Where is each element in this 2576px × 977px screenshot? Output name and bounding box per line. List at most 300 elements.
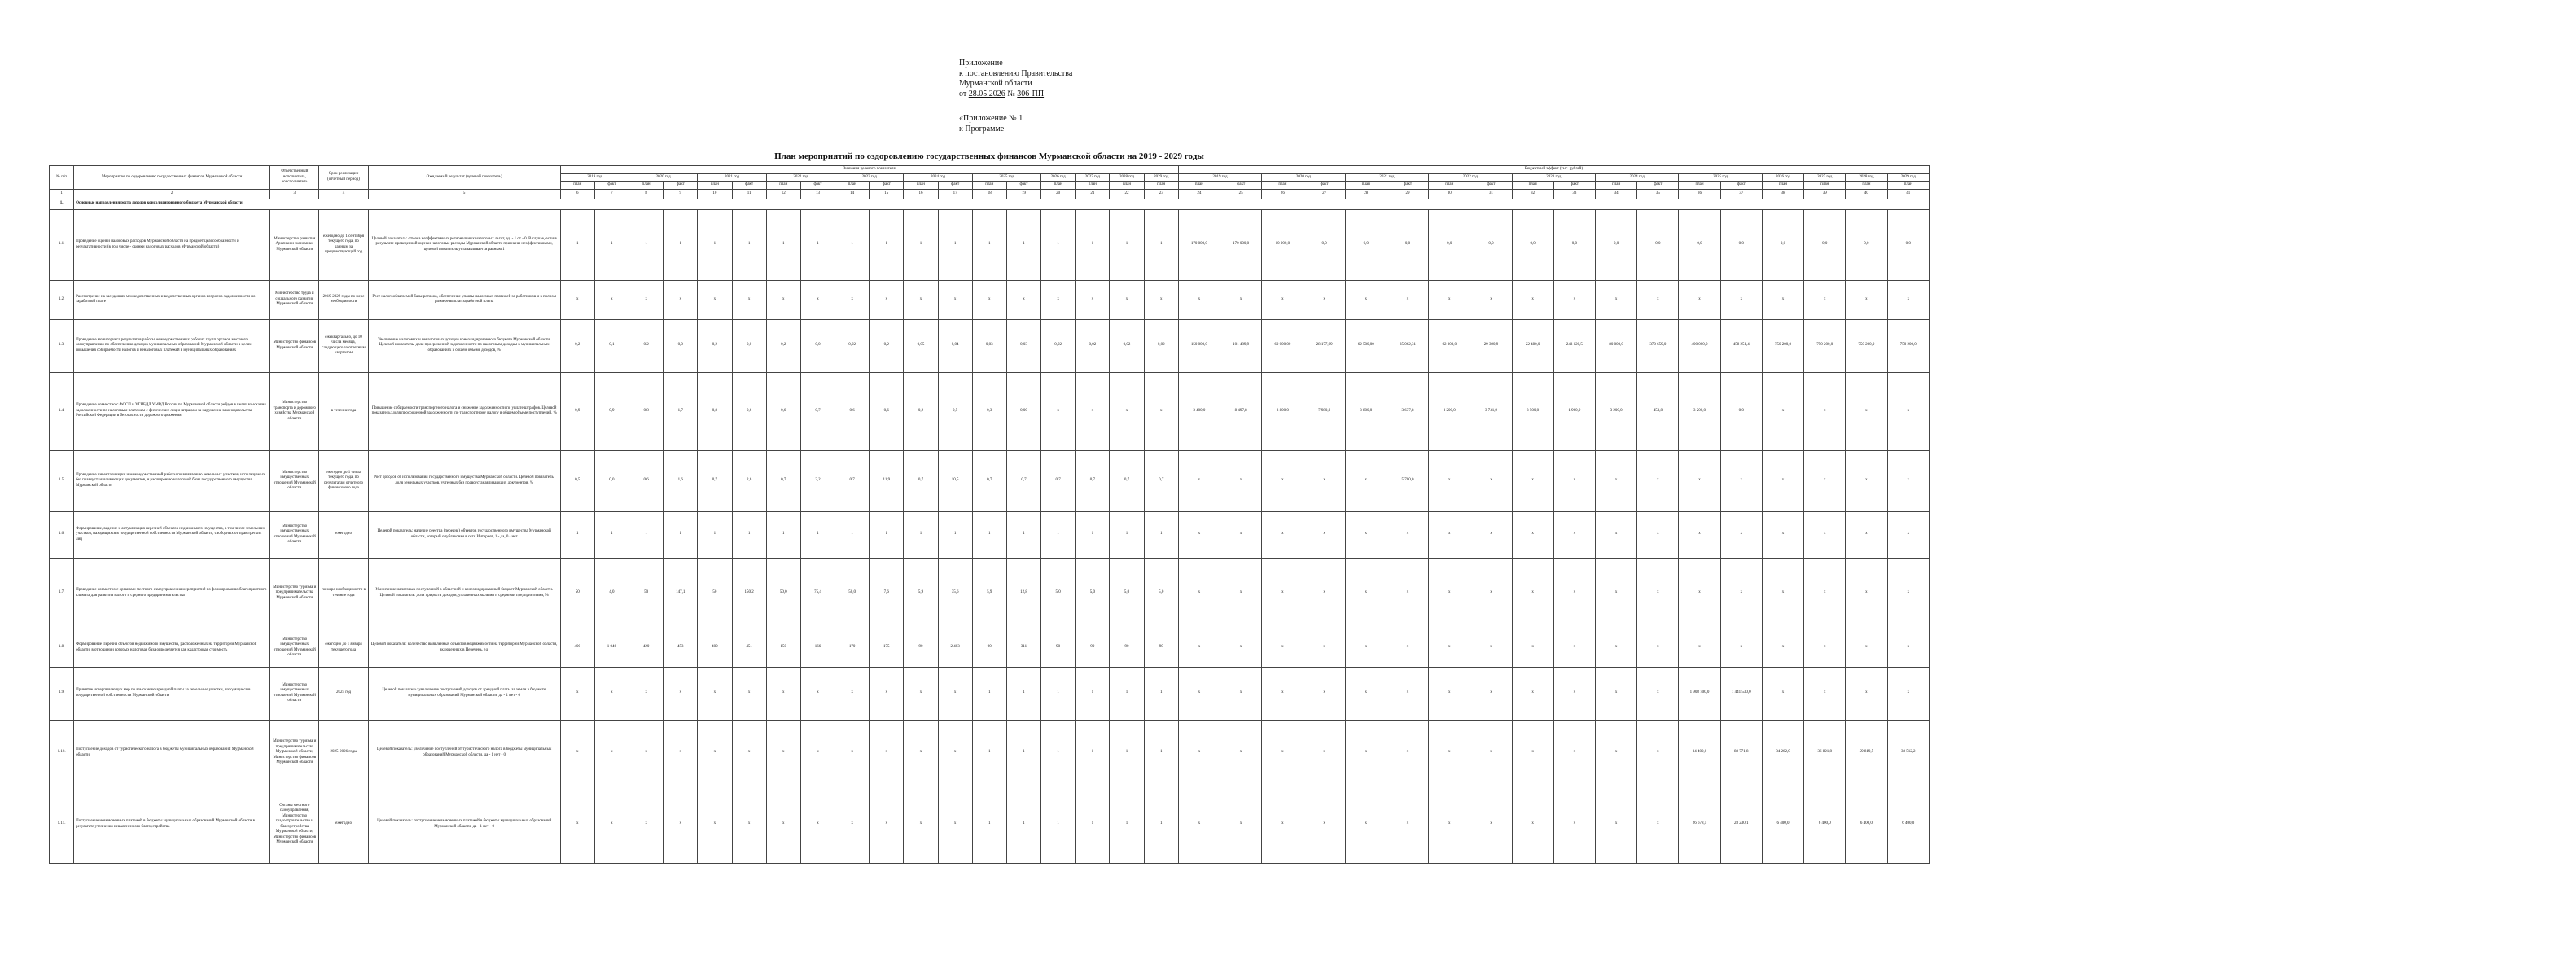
row-number: 1.11.	[50, 786, 74, 863]
target-value-cell: x	[835, 786, 870, 863]
budget-value-cell: x	[1429, 511, 1470, 558]
target-value-cell: 10,5	[938, 450, 972, 511]
column-number: 30	[1429, 189, 1470, 199]
budget-value-cell: x	[1804, 511, 1846, 558]
budget-value-cell: x	[1220, 558, 1262, 629]
target-value-cell: 0,0	[594, 450, 629, 511]
target-value-cell: x	[904, 720, 938, 786]
budget-value-cell: x	[1429, 786, 1470, 863]
budget-value-cell: x	[1512, 629, 1553, 667]
budget-value-cell: x	[1303, 629, 1345, 667]
target-value-cell: 1	[1110, 667, 1144, 720]
budget-value-cell: x	[1553, 558, 1595, 629]
target-value-cell: 11,9	[870, 450, 904, 511]
header-result: Ожидаемый результат (целевой показатель)	[368, 166, 560, 190]
column-number: 39	[1804, 189, 1846, 199]
column-number: 14	[835, 189, 870, 199]
budget-value-cell: x	[1887, 558, 1929, 629]
target-value-cell: x	[972, 280, 1006, 319]
target-value-cell: 90	[1110, 629, 1144, 667]
target-value-cell: x	[904, 667, 938, 720]
budget-value-cell: x	[1720, 450, 1762, 511]
budget-value-cell: x	[1887, 667, 1929, 720]
budget-value-cell: 3 200,0	[1429, 372, 1470, 450]
column-number: 33	[1553, 189, 1595, 199]
budget-value-cell: x	[1429, 629, 1470, 667]
budget-value-cell: 3 200,0	[1679, 372, 1720, 450]
column-number: 29	[1387, 189, 1428, 199]
budget-value-cell: 22 480,0	[1512, 319, 1553, 372]
target-value-cell: 1	[664, 209, 698, 280]
budget-value-cell: x	[1512, 280, 1553, 319]
target-value-cell: x	[698, 786, 732, 863]
target-value-cell: 1	[629, 209, 664, 280]
budget-value-cell: x	[1387, 280, 1428, 319]
target-value-cell: 5,0	[1041, 558, 1076, 629]
budget-value-cell: x	[1846, 280, 1887, 319]
target-fact-header: факт	[664, 182, 698, 190]
target-value-cell: 50,0	[766, 558, 800, 629]
budget-value-cell: 458 251,4	[1720, 319, 1762, 372]
target-value-cell: 1	[1006, 209, 1040, 280]
target-value-cell: 1	[1076, 511, 1110, 558]
target-value-cell: 0,6	[766, 372, 800, 450]
budget-value-cell: x	[1387, 720, 1428, 786]
target-value-cell: x	[594, 667, 629, 720]
target-year-header: 2025 год	[972, 173, 1040, 182]
target-value-cell: 0,7	[698, 450, 732, 511]
budget-value-cell: 35 062,31	[1387, 319, 1428, 372]
target-value-cell: 0,7	[800, 372, 835, 450]
column-number: 25	[1220, 189, 1262, 199]
budget-value-cell: x	[1762, 558, 1803, 629]
deadline-cell: 2025-2026 годы	[319, 720, 368, 786]
target-value-cell: 2 403	[938, 629, 972, 667]
deadline-cell: ежеквартально, до 10 числа месяца, следующего за отчетным кварталом	[319, 319, 368, 372]
target-value-cell: x	[870, 720, 904, 786]
budget-value-cell: 243 120,5	[1553, 319, 1595, 372]
budget-plan-header: план	[1887, 182, 1929, 190]
measure-cell: Проведение мониторинга результатов работы межведомственных рабочих групп органов местного самоуправления по обеспечению доходов муниципальных образований Мурманской области в целях повышения собираемости налогов и неналоговых платежей в муниципальных образованиях	[74, 319, 270, 372]
column-number: 10	[698, 189, 732, 199]
target-year-header: 2020 год	[629, 173, 698, 182]
budget-value-cell: 6 400,0	[1887, 786, 1929, 863]
target-value-cell: 1	[698, 511, 732, 558]
target-value-cell: 1	[594, 511, 629, 558]
target-value-cell: 0,02	[835, 319, 870, 372]
target-value-cell: x	[1110, 372, 1144, 450]
target-value-cell: 0,2	[560, 319, 594, 372]
target-value-cell: x	[800, 786, 835, 863]
target-value-cell: 0,0	[800, 319, 835, 372]
target-value-cell: 175	[870, 629, 904, 667]
target-value-cell: 1	[1110, 209, 1144, 280]
target-value-cell: 1	[1041, 720, 1076, 786]
annex-line: «Приложение № 1	[959, 114, 1023, 123]
target-value-cell: x	[938, 786, 972, 863]
budget-value-cell: x	[1470, 667, 1512, 720]
budget-value-cell: x	[1303, 720, 1345, 786]
target-value-cell: 0,7	[1144, 450, 1178, 511]
target-value-cell: x	[732, 720, 766, 786]
target-year-header: 2024 год	[904, 173, 972, 182]
budget-value-cell: x	[1262, 786, 1303, 863]
target-value-cell: 150	[766, 629, 800, 667]
budget-value-cell: x	[1679, 558, 1720, 629]
deadline-cell: ежегодно	[319, 786, 368, 863]
target-value-cell: 1	[1006, 511, 1040, 558]
executor-cell: Министерство имущественных отношений Мурманской области	[270, 450, 319, 511]
budget-value-cell: x	[1679, 280, 1720, 319]
budget-value-cell: x	[1345, 786, 1387, 863]
table-row	[50, 720, 1930, 786]
table-row	[50, 786, 1930, 863]
budget-value-cell: x	[1470, 450, 1512, 511]
deadline-cell: в течение года	[319, 372, 368, 450]
budget-value-cell: x	[1178, 558, 1220, 629]
target-value-cell: 12,8	[1006, 558, 1040, 629]
executor-cell: Министерство транспорта и дорожного хозяйства Мурманской области	[270, 372, 319, 450]
budget-value-cell: x	[1303, 667, 1345, 720]
deadline-cell: ежегодно до 1 числа текущего года, по результатам отчетного финансового года	[319, 450, 368, 511]
target-value-cell: 75,4	[800, 558, 835, 629]
measure-cell: Проведение совместно с ФССП и УГИБДД УМВД России по Мурманской области рейдов в целях взыскания задолженности по налоговым платежам с физических лиц и штрафам за нарушение законодательства Российской Федерации в безопасности дорожного движения	[74, 372, 270, 450]
annex-line-2: к Программе	[959, 124, 1005, 134]
target-fact-header: факт	[1006, 182, 1040, 190]
measure-cell: Проведение оценки налоговых расходов Мурманской области на предмет целесообразности и результативности (в том числе - оценки налоговых расходов Мурманской области)	[74, 209, 270, 280]
budget-value-cell: 26 678,5	[1679, 786, 1720, 863]
target-value-cell: 1	[1006, 667, 1040, 720]
plan-table-container	[49, 165, 1930, 864]
target-value-cell: x	[732, 667, 766, 720]
table-row	[50, 319, 1930, 372]
target-value-cell: 0,7	[904, 450, 938, 511]
column-number: 36	[1679, 189, 1720, 199]
target-value-cell: 0,02	[1144, 319, 1178, 372]
budget-value-cell: x	[1178, 786, 1220, 863]
measure-cell: Поступление доходов от туристического налога в бюджеты муниципальных образований Мурманской области	[74, 720, 270, 786]
executor-cell: Министерство туризма и предпринимательства Мурманской области	[270, 558, 319, 629]
column-number: 27	[1303, 189, 1345, 199]
target-value-cell: 0,02	[1110, 319, 1144, 372]
target-value-cell: x	[664, 280, 698, 319]
target-value-cell: 0,02	[1041, 319, 1076, 372]
budget-value-cell: 3 800,0	[1345, 372, 1387, 450]
header-line-3: Мурманской области	[959, 79, 1032, 88]
target-value-cell: 5,0	[1144, 558, 1178, 629]
row-number: 1.6.	[50, 511, 74, 558]
measure-cell: Рассмотрение на заседаниях межведомственных и ведомственных органов вопросов задолженности по заработной плате	[74, 280, 270, 319]
budget-value-cell: 453,8	[1637, 372, 1679, 450]
header-line-2: к постановлению Правительства	[959, 68, 1073, 78]
budget-value-cell: x	[1679, 629, 1720, 667]
target-value-cell: 1	[972, 720, 1006, 786]
target-value-cell: 1	[1006, 786, 1040, 863]
result-cell: Рост доходов от использования государственного имущества Мурманской области. Целевой показатель: доля земельных участков, учтенных без правоустанавливающих документов, %	[368, 450, 560, 511]
target-value-cell: x	[629, 667, 664, 720]
budget-value-cell: x	[1596, 629, 1637, 667]
column-number: 5	[368, 189, 560, 199]
target-value-cell: 0,6	[870, 372, 904, 450]
budget-value-cell: 0,0	[1512, 209, 1553, 280]
budget-value-cell: 59 819,5	[1846, 720, 1887, 786]
target-plan-header: план	[698, 182, 732, 190]
budget-year-header: 2021 год	[1345, 173, 1428, 182]
budget-fact-header: факт	[1303, 182, 1345, 190]
header-executor: Ответственный исполнитель, соисполнитель	[270, 166, 319, 190]
target-value-cell: x	[560, 280, 594, 319]
budget-value-cell: 0,0	[1887, 209, 1929, 280]
budget-value-cell: x	[1846, 511, 1887, 558]
target-value-cell: 1	[904, 511, 938, 558]
budget-value-cell: x	[1553, 667, 1595, 720]
target-value-cell: x	[800, 667, 835, 720]
column-number: 28	[1345, 189, 1387, 199]
column-number: 7	[594, 189, 629, 199]
budget-value-cell: x	[1220, 511, 1262, 558]
budget-value-cell: x	[1345, 450, 1387, 511]
result-cell: Увеличение налоговых и неналоговых доходов консолидированного бюджета Мурманской области. Целевой показатель: доля просроченной задолженности по налоговым доходам в муниципальных образованиях в общем объеме доходов, %	[368, 319, 560, 372]
target-plan-header: план	[972, 182, 1006, 190]
target-value-cell: 90	[1041, 629, 1076, 667]
budget-value-cell: 28 177,09	[1303, 319, 1345, 372]
number-prefix: №	[1007, 89, 1015, 99]
budget-value-cell: x	[1637, 280, 1679, 319]
target-value-cell: x	[835, 280, 870, 319]
budget-value-cell: 3 500,0	[1512, 372, 1553, 450]
target-value-cell: x	[732, 786, 766, 863]
target-value-cell: 453	[664, 629, 698, 667]
table-row	[50, 558, 1930, 629]
target-value-cell: 90	[972, 629, 1006, 667]
table-row	[50, 667, 1930, 720]
target-plan-header: план	[904, 182, 938, 190]
target-value-cell: 1	[972, 667, 1006, 720]
target-value-cell: x	[870, 667, 904, 720]
target-value-cell: 1	[1076, 667, 1110, 720]
column-number: 17	[938, 189, 972, 199]
budget-value-cell: x	[1470, 558, 1512, 629]
target-value-cell: x	[800, 720, 835, 786]
row-number: 1.3.	[50, 319, 74, 372]
target-value-cell: 0,7	[766, 450, 800, 511]
budget-value-cell: x	[1345, 511, 1387, 558]
budget-value-cell: x	[1596, 786, 1637, 863]
target-value-cell: x	[594, 786, 629, 863]
target-value-cell: x	[938, 280, 972, 319]
budget-value-cell: x	[1553, 450, 1595, 511]
budget-value-cell: x	[1804, 280, 1846, 319]
budget-value-cell: 3 400,0	[1178, 372, 1220, 450]
budget-value-cell: x	[1178, 511, 1220, 558]
row-number: 1.7.	[50, 558, 74, 629]
result-cell: Целевой показатель: количество выявленных объектов недвижимости на территории Мурманской области, включенных в Перечень, ед.	[368, 629, 560, 667]
measure-cell: Проведение инвентаризации и межведомственной работы по выявлению земельных участков, используемых без правоустанавливающих документов, и расширению налоговой базы государственного имущества Мурманской области	[74, 450, 270, 511]
target-year-header: 2027 год	[1076, 173, 1110, 182]
budget-plan-header: план	[1596, 182, 1637, 190]
budget-value-cell: 60 000,00	[1262, 319, 1303, 372]
budget-value-cell: x	[1303, 280, 1345, 319]
target-value-cell: x	[1041, 280, 1076, 319]
budget-year-header: 2028 год	[1846, 173, 1887, 182]
target-value-cell: x	[766, 280, 800, 319]
column-number: 23	[1144, 189, 1178, 199]
target-value-cell: 0,8	[698, 372, 732, 450]
budget-value-cell: x	[1596, 511, 1637, 558]
budget-year-header: 2025 год	[1679, 173, 1762, 182]
target-plan-header: план	[1076, 182, 1110, 190]
budget-value-cell: x	[1846, 629, 1887, 667]
budget-value-cell: 0,0	[1596, 209, 1637, 280]
column-number: 19	[1006, 189, 1040, 199]
header-budget-group: Бюджетный эффект (тыс. рублей)	[1178, 166, 1929, 174]
target-value-cell: x	[629, 786, 664, 863]
budget-value-cell: x	[1387, 629, 1428, 667]
budget-value-cell: 0,0	[1679, 209, 1720, 280]
budget-value-cell: x	[1596, 280, 1637, 319]
budget-year-header: 2022 год	[1429, 173, 1512, 182]
deadline-cell: ежегодно	[319, 511, 368, 558]
column-number: 20	[1041, 189, 1076, 199]
budget-value-cell: 29 390,9	[1470, 319, 1512, 372]
column-number: 1	[50, 189, 74, 199]
measure-cell: Формирование, ведение и актуализация перечней объектов недвижимого имущества, в том числе земельных участков, находящихся в государственной собственности Мурманской области, свободных от прав третьих лиц	[74, 511, 270, 558]
row-number: 1.10.	[50, 720, 74, 786]
target-value-cell: 1	[1006, 720, 1040, 786]
target-value-cell: 451	[732, 629, 766, 667]
target-value-cell: 1	[1041, 209, 1076, 280]
target-value-cell: x	[560, 786, 594, 863]
column-number: 8	[629, 189, 664, 199]
budget-plan-header: план	[1762, 182, 1803, 190]
target-value-cell: 1	[1144, 511, 1178, 558]
budget-plan-header: план	[1679, 182, 1720, 190]
target-value-cell: 150,2	[732, 558, 766, 629]
budget-value-cell: x	[1762, 372, 1803, 450]
budget-value-cell: x	[1345, 558, 1387, 629]
budget-value-cell: x	[1470, 720, 1512, 786]
target-value-cell: 0,6	[629, 450, 664, 511]
budget-value-cell: x	[1470, 280, 1512, 319]
budget-value-cell: 34 400,0	[1679, 720, 1720, 786]
target-value-cell: x	[938, 667, 972, 720]
budget-value-cell: x	[1887, 511, 1929, 558]
target-value-cell: 50	[629, 558, 664, 629]
budget-value-cell: x	[1720, 558, 1762, 629]
target-value-cell: x	[1006, 280, 1040, 319]
target-value-cell: 5,9	[904, 558, 938, 629]
section-row	[50, 199, 1930, 209]
budget-value-cell: x	[1887, 450, 1929, 511]
target-value-cell: 1	[732, 209, 766, 280]
column-number: 34	[1596, 189, 1637, 199]
budget-value-cell: x	[1637, 511, 1679, 558]
budget-value-cell: 0,0	[1470, 209, 1512, 280]
target-value-cell: 0,6	[835, 372, 870, 450]
target-value-cell: 0,2	[629, 319, 664, 372]
budget-value-cell: 1 908 700,0	[1679, 667, 1720, 720]
row-number: 1.2.	[50, 280, 74, 319]
budget-value-cell: x	[1762, 511, 1803, 558]
target-value-cell: x	[594, 720, 629, 786]
target-value-cell: 1	[1041, 511, 1076, 558]
target-value-cell: 1	[800, 511, 835, 558]
budget-value-cell: x	[1303, 786, 1345, 863]
column-number: 9	[664, 189, 698, 199]
target-value-cell: 0,6	[732, 372, 766, 450]
budget-value-cell: x	[1178, 450, 1220, 511]
target-plan-header: план	[1144, 182, 1178, 190]
budget-value-cell: x	[1637, 720, 1679, 786]
budget-value-cell: x	[1387, 667, 1428, 720]
budget-value-cell: x	[1512, 720, 1553, 786]
target-value-cell: 0,3	[972, 372, 1006, 450]
budget-value-cell: 3 800,0	[1262, 372, 1303, 450]
budget-value-cell: x	[1262, 511, 1303, 558]
budget-value-cell: 80 000,0	[1596, 319, 1637, 372]
budget-value-cell: 170 000,0	[1178, 209, 1220, 280]
target-value-cell: 1	[1041, 786, 1076, 863]
target-value-cell: 0,02	[1076, 319, 1110, 372]
target-value-cell: x	[904, 280, 938, 319]
budget-value-cell: x	[1553, 511, 1595, 558]
target-value-cell: x	[560, 720, 594, 786]
budget-value-cell: x	[1887, 280, 1929, 319]
target-year-header: 2029 год	[1144, 173, 1178, 182]
budget-value-cell: x	[1387, 558, 1428, 629]
budget-plan-header: план	[1429, 182, 1470, 190]
target-value-cell: 1	[629, 511, 664, 558]
budget-year-header: 2023 год	[1512, 173, 1595, 182]
budget-value-cell: 6 400,0	[1804, 786, 1846, 863]
target-value-cell: 1	[732, 511, 766, 558]
budget-value-cell: x	[1470, 786, 1512, 863]
target-value-cell: x	[1076, 280, 1110, 319]
budget-fact-header: факт	[1553, 182, 1595, 190]
executor-cell: Министерство труда и социального развития Мурманской области	[270, 280, 319, 319]
target-value-cell: 0,03	[1006, 319, 1040, 372]
executor-cell: Министерство имущественных отношений Мурманской области	[270, 629, 319, 667]
budget-value-cell: x	[1637, 786, 1679, 863]
budget-value-cell: 38 512,2	[1887, 720, 1929, 786]
budget-value-cell: x	[1262, 280, 1303, 319]
target-value-cell: 0,7	[835, 450, 870, 511]
budget-value-cell: x	[1220, 280, 1262, 319]
target-value-cell: 147,1	[664, 558, 698, 629]
target-value-cell: 1	[664, 511, 698, 558]
target-value-cell: 4,0	[594, 558, 629, 629]
budget-value-cell: x	[1804, 372, 1846, 450]
budget-value-cell: 750 200,0	[1804, 319, 1846, 372]
column-number: 13	[800, 189, 835, 199]
budget-value-cell: 0,0	[1804, 209, 1846, 280]
executor-cell: Министерство туризма и предпринимательства Мурманской области, Министерство финансов Мурманской области	[270, 720, 319, 786]
budget-plan-header: план	[1345, 182, 1387, 190]
target-plan-header: план	[1110, 182, 1144, 190]
target-value-cell: 90	[1076, 629, 1110, 667]
budget-value-cell: x	[1846, 667, 1887, 720]
deadline-cell: 2019-2029 годы по мере необходимости	[319, 280, 368, 319]
budget-value-cell: x	[1178, 280, 1220, 319]
target-value-cell: 0,0	[732, 319, 766, 372]
target-value-cell: 0,9	[560, 372, 594, 450]
target-value-cell: 1	[835, 209, 870, 280]
budget-value-cell: x	[1637, 450, 1679, 511]
budget-value-cell: x	[1345, 629, 1387, 667]
target-value-cell: 0,0	[664, 319, 698, 372]
target-value-cell: x	[629, 720, 664, 786]
target-value-cell: x	[766, 667, 800, 720]
